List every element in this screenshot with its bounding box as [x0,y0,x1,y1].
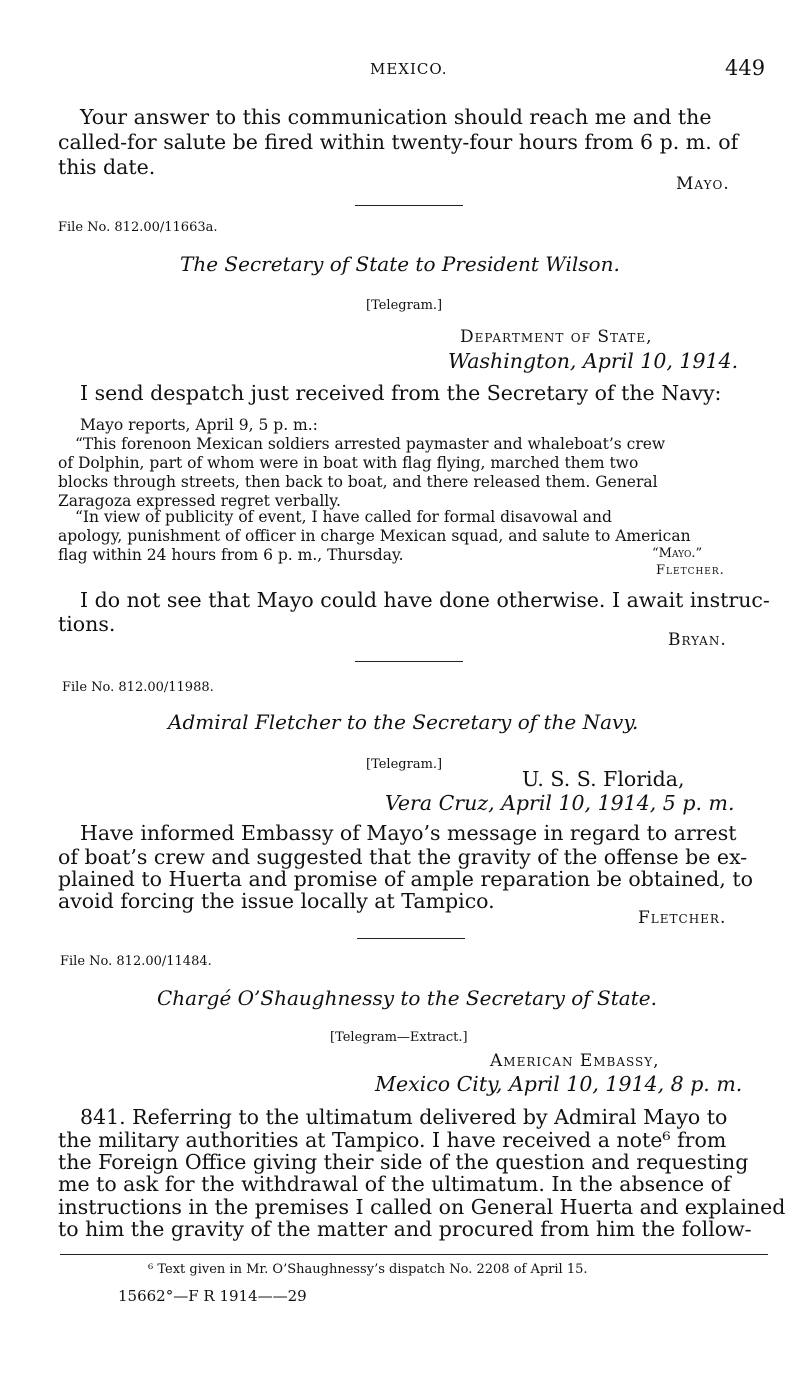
quote-sender: Fletcher. [656,563,725,578]
intro-line-1: Your answer to this communication should reach me and the [80,105,712,129]
document-heading: The Secretary of State to President Wilson. [180,252,620,276]
body-line-1: Have informed Embassy of Mayo’s message in regard to arrest [80,821,737,845]
signature-fletcher: Fletcher. [638,908,727,928]
body-line-2: of boat’s crew and suggested that the gravity of the offense be ex- [58,845,748,869]
body-line-4: me to ask for the withdrawal of the ultimatum. In the absence of [58,1172,731,1196]
closing-line-1: I do not see that Mayo could have done otherwise. I await instruc- [80,588,770,612]
quote-line-5: Zaragoza expressed regret verbally. [58,492,341,510]
signature-mayo: Mayo. [676,174,730,194]
quote-line-2: “This forenoon Mexican soldiers arrested paymaster and whaleboat’s crew [75,435,666,453]
dateline: Mexico City, April 10, 1914, 8 p. m. [375,1072,743,1096]
quote-line-7: apology, punishment of officer in charge Mexican squad, and salute to American [58,527,691,545]
footnote: ⁶ Text given in Mr. O’Shaughnessy’s dispatch No. 2208 of April 15. [148,1262,588,1277]
footnote-rule [60,1254,768,1255]
quote-line-3: of Dolphin, part of whom were in boat with flag flying, marched them two [58,454,639,472]
body-line-2: the military authorities at Tampico. I have received a note⁶ from [58,1128,727,1152]
telegram-label: [Telegram.] [366,298,443,313]
dateline: Vera Cruz, April 10, 1914, 5 p. m. [385,791,735,815]
quote-line-1: Mayo reports, April 9, 5 p. m.: [80,416,318,434]
sender-place: U. S. S. Florida, [522,767,685,791]
signature-bryan: Bryan. [668,630,727,650]
quote-line-6: “In view of publicity of event, I have called for formal disavowal and [75,508,612,526]
closing-line-2: tions. [58,612,116,636]
section-divider [355,205,463,206]
telegram-label: [Telegram.] [366,757,443,772]
quote-line-4: blocks through streets, then back to boat, and there released them. General [58,473,658,491]
printer-mark: 15662°—F R 1914——29 [118,1287,307,1305]
quote-signature: “Mayo.” [652,546,703,561]
quote-line-8: flag within 24 hours from 6 p. m., Thursday. [58,546,404,564]
telegram-label: [Telegram—Extract.] [330,1030,468,1045]
body-line-3: plained to Huerta and promise of ample reparation be obtained, to [58,867,753,891]
dateline: Washington, April 10, 1914. [448,349,739,373]
document-heading: Chargé O’Shaughnessy to the Secretary of State. [157,986,657,1010]
body-line-5: instructions in the premises I called on General Huerta and explained [58,1195,786,1219]
body-line-3: the Foreign Office giving their side of the question and requesting [58,1150,749,1174]
document-heading: Admiral Fletcher to the Secretary of the Navy. [168,710,639,734]
body-line-4: avoid forcing the issue locally at Tampico. [58,889,495,913]
body-line-1: 841. Referring to the ultimatum delivered by Admiral Mayo to [80,1105,728,1129]
sender-place: Department of State, [460,327,653,347]
section-divider [357,938,465,939]
intro-line-2: called-for salute be fired within twenty-four hours from 6 p. m. of [58,130,739,154]
running-title: MEXICO. [370,60,448,78]
opening-line: I send despatch just received from the Secretary of the Navy: [80,381,722,405]
section-divider [355,661,463,662]
intro-line-3: this date. [58,155,156,179]
sender-place: American Embassy, [490,1051,660,1071]
page-number: 449 [725,56,766,80]
body-line-6: to him the gravity of the matter and procured from him the follow- [58,1217,752,1241]
file-number: File No. 812.00/11663a. [58,220,218,235]
file-number: File No. 812.00/11988. [62,680,214,695]
file-number: File No. 812.00/11484. [60,954,212,969]
